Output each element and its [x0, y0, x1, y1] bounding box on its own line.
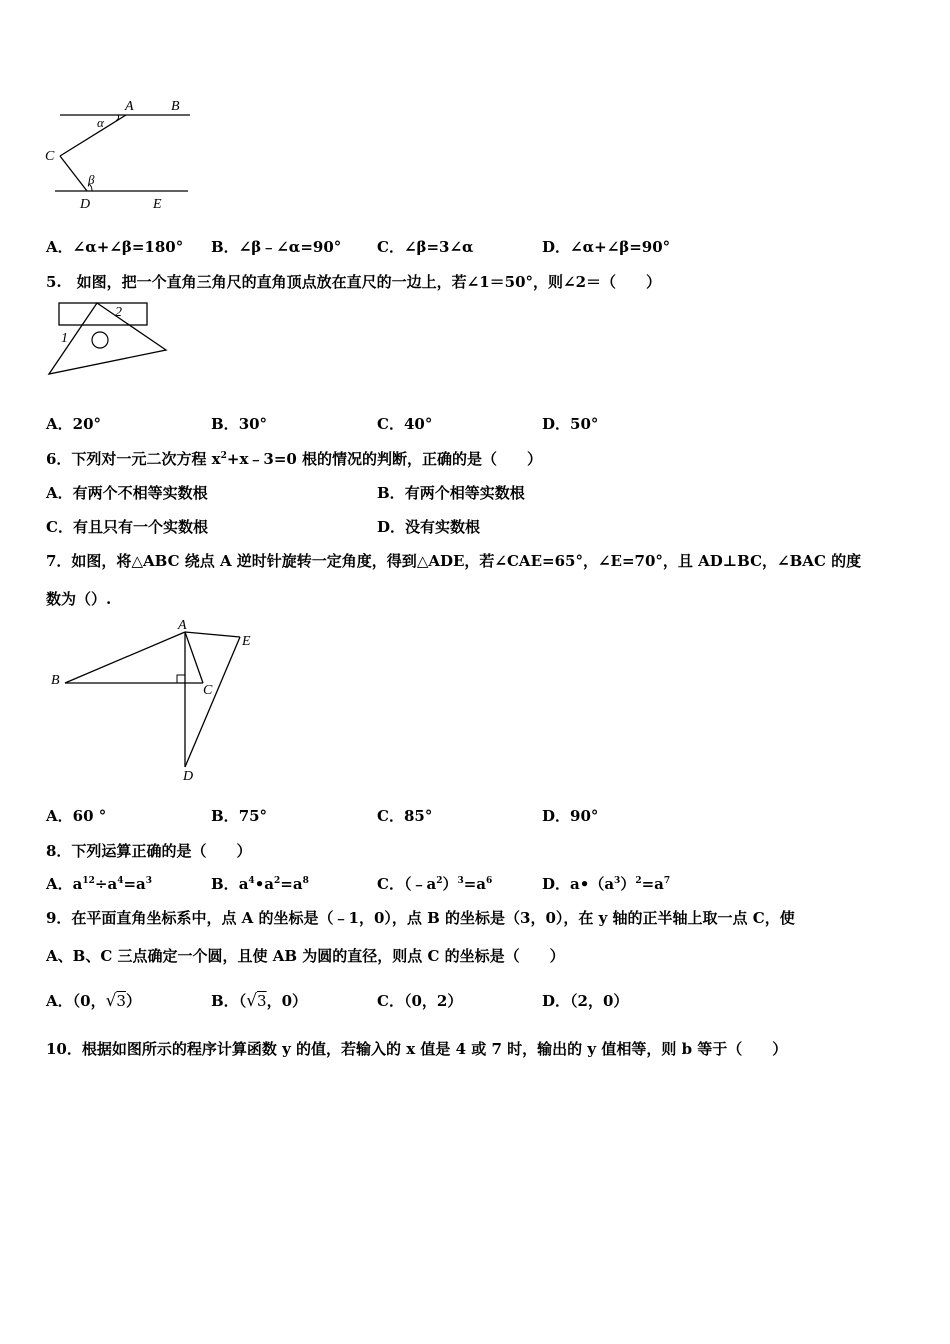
q4-label-beta: β: [88, 172, 95, 187]
q9-option-a: A．（0，√3）: [46, 991, 141, 1011]
q7-option-c: C．85°: [377, 807, 433, 825]
q5-label-2: 2: [115, 305, 122, 320]
q7-label-e: E: [242, 634, 251, 649]
q9-stem-line1: 9．在平面直角坐标系中，点 A 的坐标是（﹣1，0），点 B 的坐标是（3，0），在 y 轴的正半轴上取一点 C，使: [46, 909, 795, 927]
q7-figure: [40, 615, 270, 790]
q7-stem-line2: 数为（）.: [46, 590, 112, 608]
q9-stem-line2: A、B、C 三点确定一个圆，且使 AB 为圆的直径，则点 C 的坐标是（ ）: [46, 947, 565, 965]
q6-option-c: C．有且只有一个实数根: [46, 518, 208, 536]
q4-label-a: A: [125, 99, 134, 114]
q7-label-a: A: [178, 618, 187, 633]
q7-label-d: D: [183, 769, 194, 784]
q9-option-d: D．（2，0）: [542, 992, 629, 1010]
q7-option-a: A．60 °: [46, 807, 107, 825]
q10-stem: 10．根据如图所示的程序计算函数 y 的值，若输入的 x 值是 4 或 7 时，输出的 y 值相等，则 b 等于（ ）: [46, 1040, 788, 1058]
q5-option-c: C．40°: [377, 415, 433, 433]
q4-label-e: E: [153, 197, 162, 212]
q6-option-d: D．没有实数根: [377, 518, 481, 536]
q5-option-a: A．20°: [46, 415, 102, 433]
q7-option-b: B．75°: [211, 807, 268, 825]
q7-stem-line1: 7．如图，将△ABC 绕点 A 逆时针旋转一定角度，得到△ADE，若∠CAE=65°，∠E=70°，且 AD⊥BC，∠BAC 的度: [46, 552, 862, 570]
q8-option-a: A．$a^{12}\div a^4=a^3$: [46, 875, 153, 893]
q5-figure: [42, 298, 172, 378]
q5-stem: 5. 如图，把一个直角三角尺的直角顶点放在直尺的一边上，若∠1＝50°，则∠2＝（ ）: [46, 273, 662, 291]
q4-label-alpha: α: [97, 115, 104, 130]
q4-label-d: D: [80, 197, 91, 212]
q4-option-c: C．∠β=3∠α: [377, 238, 474, 256]
q9-option-b: B．（√3，0）: [211, 991, 308, 1011]
q4-label-c: C: [45, 149, 55, 164]
q7-option-d: D．90°: [542, 807, 599, 825]
q8-option-c: C．$(﹣a^2)^3=a^6$: [377, 875, 493, 893]
q6-stem: 6．下列对一元二次方程 $x^2+x﹣3=0$ 根的情况的判断，正确的是（ ）: [46, 450, 543, 468]
q8-option-d: D．$a•(a^3)^2=a^7$: [542, 875, 671, 893]
q4-label-b: B: [171, 99, 180, 114]
q4-option-b: B．∠β﹣∠α=90°: [211, 238, 342, 256]
q5-label-1: 1: [61, 331, 68, 346]
q6-option-b: B．有两个相等实数根: [377, 484, 525, 502]
q4-option-a: A．∠α+∠β=180°: [46, 238, 184, 256]
q8-stem: 8．下列运算正确的是（ ）: [46, 842, 252, 860]
sqrt-symbol: √: [246, 991, 258, 1011]
q7-label-c: C: [203, 683, 213, 698]
sqrt-symbol: √: [105, 991, 117, 1011]
q4-figure: [40, 92, 200, 217]
q4-option-d: D．∠α+∠β=90°: [542, 238, 671, 256]
q5-option-d: D．50°: [542, 415, 599, 433]
q8-option-b: B．$a^4•a^2=a^8$: [211, 875, 309, 893]
q7-label-b: B: [51, 673, 60, 688]
q5-option-b: B．30°: [211, 415, 268, 433]
q9-option-c: C．（0，2）: [377, 992, 463, 1010]
q6-option-a: A．有两个不相等实数根: [46, 484, 208, 502]
